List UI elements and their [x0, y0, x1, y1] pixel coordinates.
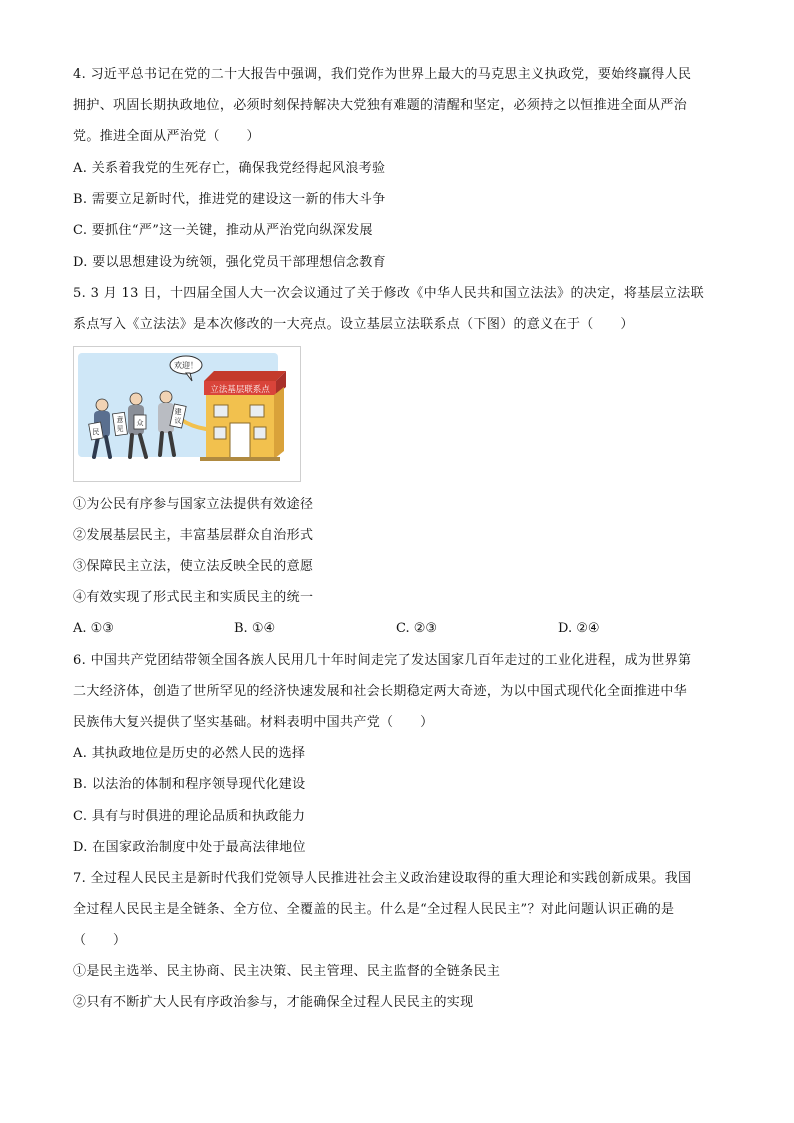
paper-label-1: 民 — [92, 428, 100, 436]
q4-stem-line-2: 拥护、巩固长期执政地位，必须时刻保持解决大党独有难题的清醒和坚定，必须持之以恒推进全面从严治 — [73, 98, 688, 113]
q4-stem-line-3: 党。推进全面从严治党（ ） — [73, 129, 260, 144]
legislative-contact-point-illustration — [73, 346, 301, 482]
q6-stem-line-3: 民族伟大复兴提供了坚实基础。材料表明中国共产党（ ） — [73, 715, 434, 730]
q6-stem-line-2: 二大经济体，创造了世所罕见的经济快速发展和社会长期稳定两大奇迹，为以中国式现代化全面推进中华 — [73, 684, 688, 699]
q5-statement-3: ③保障民主立法，使立法反映全民的意愿 — [73, 559, 314, 574]
q7-statement-2: ②只有不断扩大人民有序政治参与，才能确保全过程人民民主的实现 — [73, 995, 474, 1010]
q6-option-b: B. 以法治的体制和程序领导现代化建设 — [73, 777, 306, 792]
q5-statement-2: ②发展基层民主，丰富基层群众自治形式 — [73, 528, 314, 543]
q5-option-c: C. ②③ — [396, 621, 438, 636]
q5-option-b: B. ①④ — [234, 621, 276, 636]
q7-stem-line-2: 全过程人民民主是全链条、全方位、全覆盖的民主。什么是“全过程人民民主”？对此问题认识正确的是 — [73, 902, 675, 917]
bubble-text: 欢迎！ — [174, 361, 198, 370]
q5-stem-line-1: 5. 3 月 13 日，十四届全国人大一次会议通过了关于修改《中华人民共和国立法法》的决定，将基层立法联 — [73, 286, 704, 301]
q6-option-a: A. 其执政地位是历史的必然人民的选择 — [73, 746, 306, 761]
q5-statement-1: ①为公民有序参与国家立法提供有效途径 — [73, 497, 314, 512]
q7-statement-1: ①是民主选举、民主协商、民主决策、民主管理、民主监督的全链条民主 — [73, 964, 501, 979]
q4-option-c: C. 要抓住“严”这一关键，推动从严治党向纵深发展 — [73, 223, 373, 238]
q7-stem-line-3: （ ） — [73, 933, 127, 948]
q4-option-a: A. 关系着我党的生死存亡，确保我党经得起风浪考验 — [73, 161, 386, 176]
q5-statement-4: ④有效实现了形式民主和实质民主的统一 — [73, 590, 314, 605]
paper-label-2: 意 — [116, 416, 124, 424]
q5-option-d: D. ②④ — [558, 621, 600, 636]
q4-option-b: B. 需要立足新时代，推进党的建设这一新的伟大斗争 — [73, 192, 386, 207]
paper-label-6: 议 — [174, 417, 182, 425]
q4-option-d: D. 要以思想建设为统领，强化党员干部理想信念教育 — [73, 255, 386, 270]
q6-option-d: D. 在国家政治制度中处于最高法律地位 — [73, 840, 306, 855]
q6-option-c: C. 具有与时俱进的理论品质和执政能力 — [73, 809, 306, 824]
paper-label-5: 建 — [174, 408, 182, 416]
q4-stem-line-1: 4. 习近平总书记在党的二十大报告中强调，我们党作为世界上最大的马克思主义执政党，要始终赢得人民 — [73, 67, 692, 82]
q5-stem-line-2: 系点写入《立法法》是本次修改的一大亮点。设立基层立法联系点（下图）的意义在于（ ） — [73, 317, 634, 332]
q6-stem-line-1: 6. 中国共产党团结带领全国各族人民用几十年时间走完了发达国家几百年走过的工业化进程，成为世界第 — [73, 653, 692, 668]
sign-text: 立法基层联系点 — [210, 385, 270, 395]
paper-label-3: 见 — [116, 425, 124, 433]
q5-option-a: A. ①③ — [73, 621, 114, 636]
paper-label-4: 众 — [136, 419, 144, 427]
q7-stem-line-1: 7. 全过程人民民主是新时代我们党领导人民推进社会主义政治建设取得的重大理论和实践创新成果。我国 — [73, 871, 692, 886]
